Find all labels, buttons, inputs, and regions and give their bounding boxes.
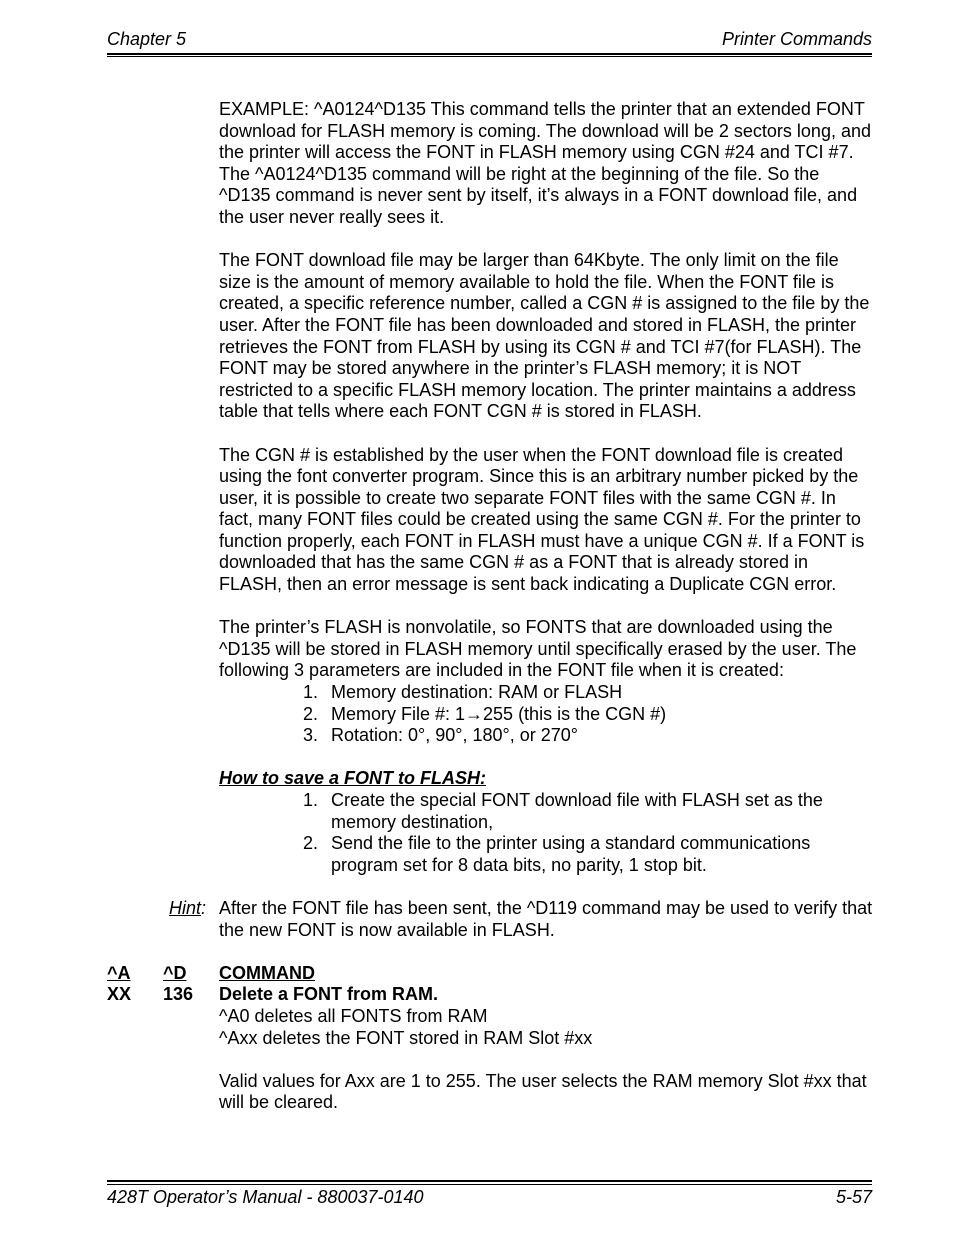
- command-row: [107, 984, 874, 1006]
- command-a-value: XX: [107, 984, 132, 1005]
- hint-block: [169, 897, 874, 941]
- col-command-header: COMMAND: [219, 962, 315, 983]
- page-header: [107, 28, 872, 55]
- list-item: 1. Memory destination: RAM or FLASH: [303, 682, 623, 703]
- hint-label: Hint:: [169, 897, 207, 918]
- footer-rule: [107, 1184, 872, 1185]
- command-table-header: [107, 962, 874, 985]
- col-d-header: ^D: [163, 962, 187, 983]
- example-paragraph: EXAMPLE: ^A0124^D135 This command tells the printer that an extended FONT download for FLASH memory is coming. The download will be 2 sectors long, and the printer will access the FONT in FLASH memory using CGN #24 and TCI #7. The ^A0124^D135 command will be right at the beginning of the file. So the ^D135 command is never sent by itself, it’s always in a FONT download file, and the user never really sees it.: [219, 99, 871, 227]
- command-note: Valid values for Axx are 1 to 255. The user selects the RAM memory Slot #xx that will be cleared.: [219, 1070, 867, 1113]
- chapter-label: Chapter 5: [107, 29, 187, 49]
- page-body: [107, 99, 874, 1114]
- list-item: 2. Memory File #: 1→255 (this is the CGN #): [303, 703, 667, 724]
- page-footer: [107, 1180, 872, 1207]
- parameter-list: [219, 682, 874, 747]
- header-rule: [107, 56, 872, 57]
- page-number: 5-57: [835, 1187, 872, 1207]
- command-line: ^Axx deletes the FONT stored in RAM Slot #xx: [219, 1027, 593, 1048]
- list-item: 2. Send the file to the printer using a standard communications program set for 8 data bits, no parity, 1 stop bit.: [303, 833, 811, 875]
- save-steps-list: [219, 790, 874, 876]
- save-font-heading: How to save a FONT to FLASH:: [219, 768, 487, 789]
- flash-paragraph: The printer’s FLASH is nonvolatile, so FONTS that are downloaded using the ^D135 will be stored in FLASH memory until specifically erased by the user. The following 3 parameters are included in the FONT file when it is created:: [219, 617, 857, 681]
- hint-text: After the FONT file has been sent, the ^D119 command may be used to verify that the new FONT is now available in FLASH.: [219, 897, 873, 940]
- command-table: [107, 962, 874, 1114]
- section-label: Printer Commands: [721, 29, 872, 49]
- command-d-value: 136: [163, 984, 194, 1005]
- command-title: Delete a FONT from RAM.: [219, 984, 439, 1005]
- list-item: 3. Rotation: 0°, 90°, 180°, or 270°: [303, 725, 578, 746]
- col-a-header: ^A: [107, 962, 131, 983]
- list-item: 1. Create the special FONT download file with FLASH set as the memory destination,: [303, 790, 823, 832]
- command-line: ^A0 deletes all FONTS from RAM: [219, 1005, 488, 1026]
- manual-label: 428T Operator’s Manual - 880037-0140: [107, 1187, 424, 1207]
- cgn-paragraph: The CGN # is established by the user when the FONT download file is created using the font converter program. Since this is an arbitrary number picked by the user, it is possible to create two separate FONT files with the same CGN #. In fact, many FONT files could be created using the same CGN #. For the printer to function properly, each FONT in FLASH must have a unique CGN #. If a FONT is downloaded that has the same CGN # as a FONT that is already stored in FLASH, then an error message is sent back indicating a Duplicate CGN error.: [219, 444, 865, 595]
- font-size-paragraph: The FONT download file may be larger than 64Kbyte. The only limit on the file size is the amount of memory available to hold the file. When the FONT file is created, a specific reference number, called a CGN # is assigned to the file by the user. After the FONT file has been downloaded and stored in FLASH, the printer retrieves the FONT from FLASH by using its CGN # and TCI #7(for FLASH). The FONT may be stored anywhere in the printer’s FLASH memory; it is NOT restricted to a specific FLASH memory location. The printer maintains a address table that tells where each FONT CGN # is stored in FLASH.: [219, 250, 870, 422]
